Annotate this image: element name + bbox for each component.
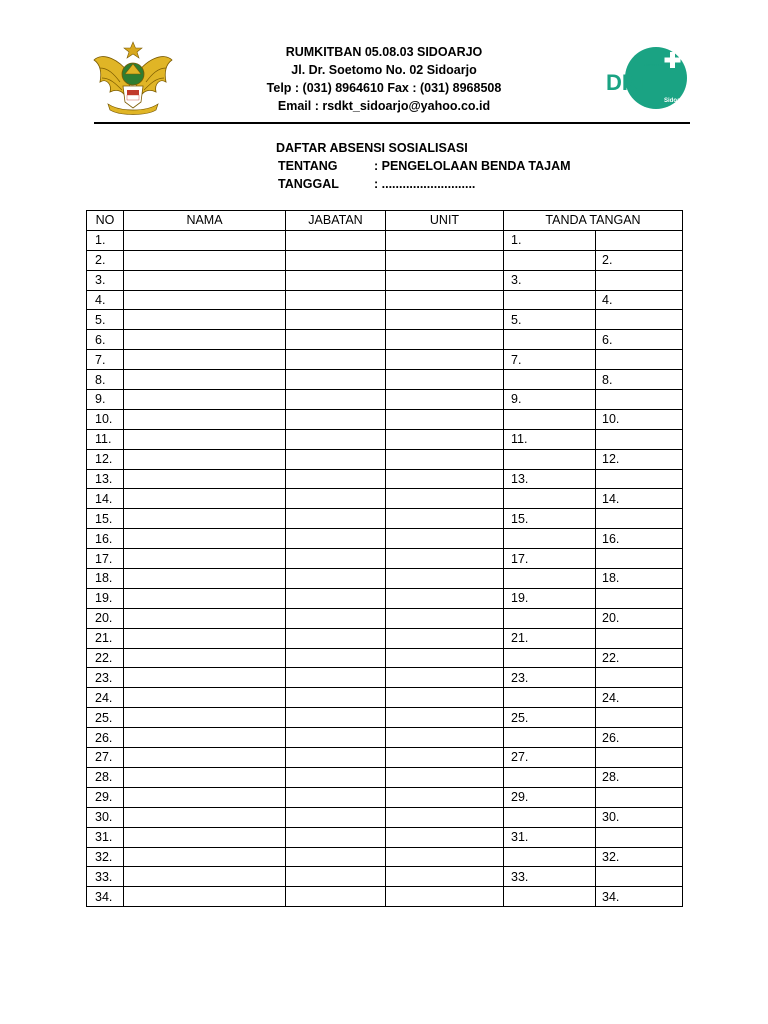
unit-cell[interactable] <box>386 608 504 628</box>
nama-cell[interactable] <box>124 529 286 549</box>
signature-number-left: 27. <box>504 748 596 768</box>
nama-cell[interactable] <box>124 330 286 350</box>
jabatan-cell[interactable] <box>286 469 386 489</box>
column-header-no: NO <box>87 211 124 231</box>
table-header-row <box>87 211 683 231</box>
unit-cell[interactable] <box>386 270 504 290</box>
nama-cell[interactable] <box>124 250 286 270</box>
table-row <box>87 449 683 469</box>
table-row <box>87 887 683 907</box>
row-number: 33. <box>87 867 124 887</box>
table-row <box>87 867 683 887</box>
unit-cell[interactable] <box>386 648 504 668</box>
signature-cell-left[interactable] <box>504 250 596 270</box>
army-emblem-icon <box>90 38 176 118</box>
attendance-table-body <box>87 230 683 906</box>
table-row <box>87 767 683 787</box>
table-row <box>87 409 683 429</box>
jabatan-cell[interactable] <box>286 230 386 250</box>
table-row <box>87 350 683 370</box>
institution-email: Email : rsdkt_sidoarjo@yahoo.co.id <box>277 99 491 113</box>
table-row <box>87 390 683 410</box>
row-number: 20. <box>87 608 124 628</box>
signature-number-right: 30. <box>596 807 683 827</box>
signature-number-right: 6. <box>596 330 683 350</box>
row-number: 28. <box>87 767 124 787</box>
unit-cell[interactable] <box>386 469 504 489</box>
table-row <box>87 807 683 827</box>
nama-cell[interactable] <box>124 668 286 688</box>
nama-cell[interactable] <box>124 390 286 410</box>
signature-number-left: 3. <box>504 270 596 290</box>
row-number: 12. <box>87 449 124 469</box>
signature-cell-right[interactable] <box>596 270 683 290</box>
unit-cell[interactable] <box>386 688 504 708</box>
table-row <box>87 628 683 648</box>
row-number: 21. <box>87 628 124 648</box>
institution-phone-fax: Telp : (031) 8964610 Fax : (031) 8968508 <box>266 81 502 95</box>
nama-cell[interactable] <box>124 748 286 768</box>
row-number: 18. <box>87 569 124 589</box>
row-number: 26. <box>87 728 124 748</box>
unit-cell[interactable] <box>386 668 504 688</box>
signature-cell-right[interactable] <box>596 867 683 887</box>
nama-cell[interactable] <box>124 728 286 748</box>
signature-number-right: 26. <box>596 728 683 748</box>
jabatan-cell[interactable] <box>286 887 386 907</box>
signature-number-right: 34. <box>596 887 683 907</box>
column-header-unit: UNIT <box>386 211 504 231</box>
dkt-logo-subtext: Sidoarjo <box>664 98 689 104</box>
unit-cell[interactable] <box>386 708 504 728</box>
signature-number-left: 33. <box>504 867 596 887</box>
nama-cell[interactable] <box>124 370 286 390</box>
nama-cell[interactable] <box>124 688 286 708</box>
nama-cell[interactable] <box>124 310 286 330</box>
dkt-logo-text: DKT <box>606 70 652 95</box>
jabatan-cell[interactable] <box>286 429 386 449</box>
signature-cell-left[interactable] <box>504 847 596 867</box>
table-row <box>87 827 683 847</box>
unit-cell[interactable] <box>386 409 504 429</box>
jabatan-cell[interactable] <box>286 330 386 350</box>
unit-cell[interactable] <box>386 588 504 608</box>
row-number: 17. <box>87 549 124 569</box>
signature-cell-left[interactable] <box>504 688 596 708</box>
jabatan-cell[interactable] <box>286 409 386 429</box>
nama-cell[interactable] <box>124 270 286 290</box>
row-number: 25. <box>87 708 124 728</box>
jabatan-cell[interactable] <box>286 390 386 410</box>
nama-cell[interactable] <box>124 350 286 370</box>
signature-cell-right[interactable] <box>596 748 683 768</box>
jabatan-cell[interactable] <box>286 807 386 827</box>
unit-cell[interactable] <box>386 330 504 350</box>
column-header-tanda-tangan: TANDA TANGAN <box>504 211 683 231</box>
table-row <box>87 708 683 728</box>
row-number: 34. <box>87 887 124 907</box>
signature-cell-left[interactable] <box>504 608 596 628</box>
row-number: 9. <box>87 390 124 410</box>
letterhead <box>184 43 584 115</box>
unit-cell[interactable] <box>386 628 504 648</box>
jabatan-cell[interactable] <box>286 608 386 628</box>
letterhead-divider <box>94 122 690 124</box>
jabatan-cell[interactable] <box>286 370 386 390</box>
row-number: 3. <box>87 270 124 290</box>
nama-cell[interactable] <box>124 230 286 250</box>
nama-cell[interactable] <box>124 767 286 787</box>
signature-number-right: 12. <box>596 449 683 469</box>
signature-cell-left[interactable] <box>504 290 596 310</box>
signature-cell-left[interactable] <box>504 648 596 668</box>
unit-cell[interactable] <box>386 310 504 330</box>
jabatan-cell[interactable] <box>286 827 386 847</box>
topic-label: TENTANG <box>278 159 338 173</box>
jabatan-cell[interactable] <box>286 767 386 787</box>
table-row <box>87 270 683 290</box>
signature-cell-left[interactable] <box>504 449 596 469</box>
nama-cell[interactable] <box>124 648 286 668</box>
nama-cell[interactable] <box>124 608 286 628</box>
table-row <box>87 489 683 509</box>
date-row <box>276 175 571 193</box>
signature-number-right: 14. <box>596 489 683 509</box>
jabatan-cell[interactable] <box>286 250 386 270</box>
nama-cell[interactable] <box>124 628 286 648</box>
table-row <box>87 250 683 270</box>
unit-cell[interactable] <box>386 350 504 370</box>
jabatan-cell[interactable] <box>286 728 386 748</box>
table-row <box>87 588 683 608</box>
table-row <box>87 290 683 310</box>
unit-cell[interactable] <box>386 509 504 529</box>
signature-number-right: 4. <box>596 290 683 310</box>
row-number: 7. <box>87 350 124 370</box>
row-number: 22. <box>87 648 124 668</box>
table-row <box>87 728 683 748</box>
unit-cell[interactable] <box>386 569 504 589</box>
jabatan-cell[interactable] <box>286 668 386 688</box>
unit-cell[interactable] <box>386 370 504 390</box>
date-label: TANGGAL <box>278 177 339 191</box>
table-row <box>87 529 683 549</box>
row-number: 13. <box>87 469 124 489</box>
attendance-table <box>86 210 683 907</box>
dkt-hospital-logo-icon <box>600 44 692 114</box>
unit-cell[interactable] <box>386 887 504 907</box>
table-row <box>87 648 683 668</box>
signature-number-left: 25. <box>504 708 596 728</box>
column-header-jabatan: JABATAN <box>286 211 386 231</box>
jabatan-cell[interactable] <box>286 648 386 668</box>
table-row <box>87 608 683 628</box>
row-number: 23. <box>87 668 124 688</box>
signature-cell-right[interactable] <box>596 628 683 648</box>
signature-number-left: 1. <box>504 230 596 250</box>
signature-cell-right[interactable] <box>596 588 683 608</box>
unit-cell[interactable] <box>386 429 504 449</box>
row-number: 16. <box>87 529 124 549</box>
table-row <box>87 748 683 768</box>
signature-number-right: 16. <box>596 529 683 549</box>
jabatan-cell[interactable] <box>286 688 386 708</box>
jabatan-cell[interactable] <box>286 588 386 608</box>
signature-number-right: 22. <box>596 648 683 668</box>
signature-number-left: 9. <box>504 390 596 410</box>
signature-number-left: 17. <box>504 549 596 569</box>
unit-cell[interactable] <box>386 230 504 250</box>
row-number: 29. <box>87 787 124 807</box>
nama-cell[interactable] <box>124 569 286 589</box>
signature-number-left: 13. <box>504 469 596 489</box>
nama-cell[interactable] <box>124 807 286 827</box>
row-number: 4. <box>87 290 124 310</box>
signature-number-left: 7. <box>504 350 596 370</box>
jabatan-cell[interactable] <box>286 509 386 529</box>
signature-cell-left[interactable] <box>504 330 596 350</box>
topic-value: : PENGELOLAAN BENDA TAJAM <box>374 159 571 173</box>
signature-number-right: 18. <box>596 569 683 589</box>
institution-address: Jl. Dr. Soetomo No. 02 Sidoarjo <box>291 63 477 77</box>
row-number: 6. <box>87 330 124 350</box>
signature-number-right: 10. <box>596 409 683 429</box>
unit-cell[interactable] <box>386 787 504 807</box>
signature-cell-right[interactable] <box>596 668 683 688</box>
row-number: 11. <box>87 429 124 449</box>
row-number: 14. <box>87 489 124 509</box>
nama-cell[interactable] <box>124 887 286 907</box>
signature-cell-left[interactable] <box>504 807 596 827</box>
unit-cell[interactable] <box>386 847 504 867</box>
signature-cell-left[interactable] <box>504 728 596 748</box>
table-row <box>87 509 683 529</box>
unit-cell[interactable] <box>386 250 504 270</box>
jabatan-cell[interactable] <box>286 310 386 330</box>
signature-number-right: 2. <box>596 250 683 270</box>
jabatan-cell[interactable] <box>286 350 386 370</box>
signature-cell-left[interactable] <box>504 370 596 390</box>
signature-number-right: 24. <box>596 688 683 708</box>
signature-cell-left[interactable] <box>504 489 596 509</box>
institution-name: RUMKITBAN 05.08.03 SIDOARJO <box>285 45 483 59</box>
signature-number-left: 29. <box>504 787 596 807</box>
signature-number-left: 5. <box>504 310 596 330</box>
column-header-nama: NAMA <box>124 211 286 231</box>
signature-cell-left[interactable] <box>504 887 596 907</box>
unit-cell[interactable] <box>386 489 504 509</box>
jabatan-cell[interactable] <box>286 748 386 768</box>
signature-number-left: 31. <box>504 827 596 847</box>
nama-cell[interactable] <box>124 867 286 887</box>
signature-cell-right[interactable] <box>596 390 683 410</box>
signature-cell-right[interactable] <box>596 787 683 807</box>
row-number: 2. <box>87 250 124 270</box>
jabatan-cell[interactable] <box>286 290 386 310</box>
unit-cell[interactable] <box>386 728 504 748</box>
unit-cell[interactable] <box>386 827 504 847</box>
topic-row <box>276 157 571 175</box>
unit-cell[interactable] <box>386 748 504 768</box>
table-row <box>87 429 683 449</box>
row-number: 8. <box>87 370 124 390</box>
jabatan-cell[interactable] <box>286 529 386 549</box>
document-title-block <box>276 139 571 193</box>
nama-cell[interactable] <box>124 588 286 608</box>
unit-cell[interactable] <box>386 529 504 549</box>
unit-cell[interactable] <box>386 807 504 827</box>
signature-number-left: 23. <box>504 668 596 688</box>
table-row <box>87 549 683 569</box>
signature-number-right: 28. <box>596 767 683 787</box>
table-row <box>87 230 683 250</box>
jabatan-cell[interactable] <box>286 270 386 290</box>
nama-cell[interactable] <box>124 787 286 807</box>
signature-number-left: 19. <box>504 588 596 608</box>
date-value: : ........................... <box>374 177 476 191</box>
table-row <box>87 847 683 867</box>
nama-cell[interactable] <box>124 827 286 847</box>
table-row <box>87 330 683 350</box>
unit-cell[interactable] <box>386 390 504 410</box>
jabatan-cell[interactable] <box>286 867 386 887</box>
signature-number-left: 21. <box>504 628 596 648</box>
signature-cell-right[interactable] <box>596 708 683 728</box>
row-number: 15. <box>87 509 124 529</box>
signature-number-left: 15. <box>504 509 596 529</box>
unit-cell[interactable] <box>386 549 504 569</box>
nama-cell[interactable] <box>124 469 286 489</box>
signature-number-left: 11. <box>504 429 596 449</box>
row-number: 1. <box>87 230 124 250</box>
signature-number-right: 32. <box>596 847 683 867</box>
row-number: 19. <box>87 588 124 608</box>
jabatan-cell[interactable] <box>286 489 386 509</box>
table-row <box>87 688 683 708</box>
nama-cell[interactable] <box>124 409 286 429</box>
nama-cell[interactable] <box>124 290 286 310</box>
svg-text:Rumah Sakit: Rumah Sakit <box>644 62 667 67</box>
nama-cell[interactable] <box>124 708 286 728</box>
signature-cell-left[interactable] <box>504 409 596 429</box>
jabatan-cell[interactable] <box>286 628 386 648</box>
table-row <box>87 787 683 807</box>
row-number: 10. <box>87 409 124 429</box>
row-number: 24. <box>87 688 124 708</box>
jabatan-cell[interactable] <box>286 569 386 589</box>
signature-cell-right[interactable] <box>596 469 683 489</box>
signature-number-right: 8. <box>596 370 683 390</box>
signature-cell-left[interactable] <box>504 569 596 589</box>
nama-cell[interactable] <box>124 549 286 569</box>
jabatan-cell[interactable] <box>286 708 386 728</box>
jabatan-cell[interactable] <box>286 449 386 469</box>
table-row <box>87 569 683 589</box>
unit-cell[interactable] <box>386 867 504 887</box>
signature-cell-left[interactable] <box>504 767 596 787</box>
nama-cell[interactable] <box>124 847 286 867</box>
signature-cell-right[interactable] <box>596 429 683 449</box>
jabatan-cell[interactable] <box>286 549 386 569</box>
table-row <box>87 668 683 688</box>
signature-cell-left[interactable] <box>504 529 596 549</box>
row-number: 32. <box>87 847 124 867</box>
document-heading: DAFTAR ABSENSI SOSIALISASI <box>276 141 468 155</box>
jabatan-cell[interactable] <box>286 847 386 867</box>
signature-cell-right[interactable] <box>596 549 683 569</box>
nama-cell[interactable] <box>124 489 286 509</box>
nama-cell[interactable] <box>124 449 286 469</box>
row-number: 31. <box>87 827 124 847</box>
table-row <box>87 469 683 489</box>
row-number: 27. <box>87 748 124 768</box>
signature-cell-right[interactable] <box>596 827 683 847</box>
jabatan-cell[interactable] <box>286 787 386 807</box>
signature-cell-right[interactable] <box>596 350 683 370</box>
table-row <box>87 310 683 330</box>
row-number: 5. <box>87 310 124 330</box>
signature-cell-right[interactable] <box>596 230 683 250</box>
unit-cell[interactable] <box>386 449 504 469</box>
signature-cell-right[interactable] <box>596 509 683 529</box>
unit-cell[interactable] <box>386 767 504 787</box>
unit-cell[interactable] <box>386 290 504 310</box>
nama-cell[interactable] <box>124 509 286 529</box>
nama-cell[interactable] <box>124 429 286 449</box>
row-number: 30. <box>87 807 124 827</box>
signature-cell-right[interactable] <box>596 310 683 330</box>
signature-number-right: 20. <box>596 608 683 628</box>
table-row <box>87 370 683 390</box>
